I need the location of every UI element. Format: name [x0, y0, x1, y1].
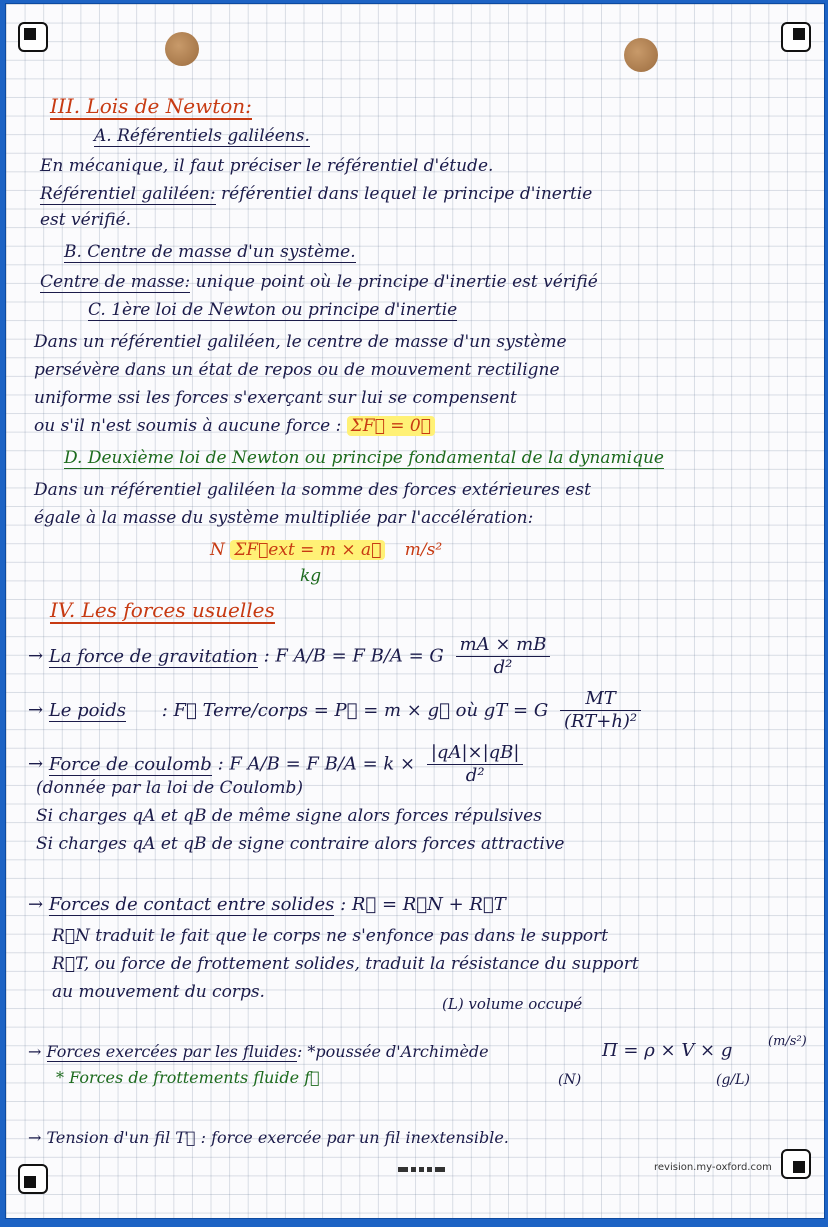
text-line: Dans un référentiel galiléen la somme des forces extérieures est — [34, 480, 591, 500]
unit-label: m/s² — [404, 540, 443, 560]
text-line: uniforme ssi les forces s'exerçant sur lui se compensent — [34, 388, 517, 408]
contact-forces-line: → Forces de contact entre solides : R⃗ = R⃗N + R⃗T — [28, 894, 506, 915]
arrow-right-icon: → — [28, 645, 44, 667]
arrow-right-icon: → — [28, 753, 44, 775]
annotation: (L) volume occupé — [442, 995, 583, 1013]
text-line: Dans un référentiel galiléen, le centre de masse d'un système — [34, 332, 567, 352]
gravitation-line: → La force de gravitation : F A/B = F B/A = G $\frac{mA \times mB}{\text{d²}}$ — [28, 634, 550, 679]
watermark: revision.my-oxford.com — [654, 1162, 772, 1173]
archimedes-formula: Π = ρ × V × g — [602, 1040, 733, 1061]
arrow-right-icon: → — [28, 1042, 42, 1061]
unit-label: (N) — [558, 1072, 582, 1088]
text-line: Si charges qA et qB de même signe alors forces répulsives — [36, 806, 542, 826]
binder-hole-left — [165, 32, 199, 66]
unit-label: (g/L) — [716, 1072, 750, 1088]
notebook-page — [6, 4, 824, 1218]
arrow-right-icon: → — [28, 894, 44, 915]
text-line: au mouvement du corps. — [52, 982, 265, 1002]
unit-label: N — [210, 540, 225, 560]
text-line: Si charges qA et qB de signe contraire alors forces attractive — [36, 834, 565, 854]
subsection-b-title: B. Centre de masse d'un système. — [64, 242, 356, 262]
text-line: En mécanique, il faut préciser le référentiel d'étude. — [40, 156, 494, 176]
definition-line: Centre de masse: unique point où le principe d'inertie est vérifié — [40, 272, 598, 292]
arrow-right-icon: → — [28, 1128, 42, 1147]
definition-line: Référentiel galiléen: référentiel dans lequel le principe d'inertie — [40, 184, 593, 204]
binder-hole-right — [624, 38, 658, 72]
page-indicator — [398, 1167, 445, 1172]
text-line: R⃗N traduit le fait que le corps ne s'enfonce pas dans le support — [52, 926, 609, 946]
fluid-forces-line: → Forces exercées par les fluides: *poussée d'Archimède — [28, 1042, 489, 1061]
text-line: (donnée par la loi de Coulomb) — [36, 778, 304, 798]
subsection-c-title: C. 1ère loi de Newton ou principe d'inertie — [88, 300, 458, 320]
coulomb-line: → Force de coulomb : F A/B = F B/A = k × $\frac{|qA|\times|qB|}{\text{d²}}$ — [28, 742, 523, 787]
section-title-newton: III. Lois de Newton: — [50, 94, 252, 118]
weight-line: → Le poids : F⃗ Terre/corps = P⃗ = m × g⃗ où gT = G $\frac{MT}{\text{(RT+h)²}}$ — [28, 688, 641, 733]
scan-marker-icon — [781, 1149, 811, 1179]
subsection-a-title: A. Référentiels galiléens. — [94, 126, 310, 146]
text-line: * Forces de frottements fluide f⃗ — [56, 1068, 320, 1087]
text-line: ou s'il n'est soumis à aucune force : ΣF⃗ = 0⃗ — [34, 416, 435, 436]
subsection-d-title: D. Deuxième loi de Newton ou principe fondamental de la dynamique — [64, 448, 664, 468]
dynamics-formula: ΣF⃗ext = m × a⃗ — [230, 540, 385, 560]
arrow-right-icon: → — [28, 699, 44, 721]
tension-line: → Tension d'un fil T⃗ : force exercée par un fil inextensible. — [28, 1128, 509, 1147]
unit-label: kg — [300, 566, 322, 586]
scan-marker-icon — [18, 1164, 48, 1194]
section-title-forces: IV. Les forces usuelles — [50, 598, 275, 622]
text-line: est vérifié. — [40, 210, 132, 230]
text-line: égale à la masse du système multipliée par l'accélération: — [34, 508, 534, 528]
inertia-formula: ΣF⃗ = 0⃗ — [347, 416, 435, 436]
unit-label: (m/s²) — [768, 1034, 807, 1049]
text-line: persévère dans un état de repos ou de mouvement rectiligne — [34, 360, 560, 380]
scan-marker-icon — [781, 22, 811, 52]
text-line: R⃗T, ou force de frottement solides, traduit la résistance du support — [52, 954, 639, 974]
newton-2-formula — [210, 540, 442, 560]
scan-marker-icon — [18, 22, 48, 52]
